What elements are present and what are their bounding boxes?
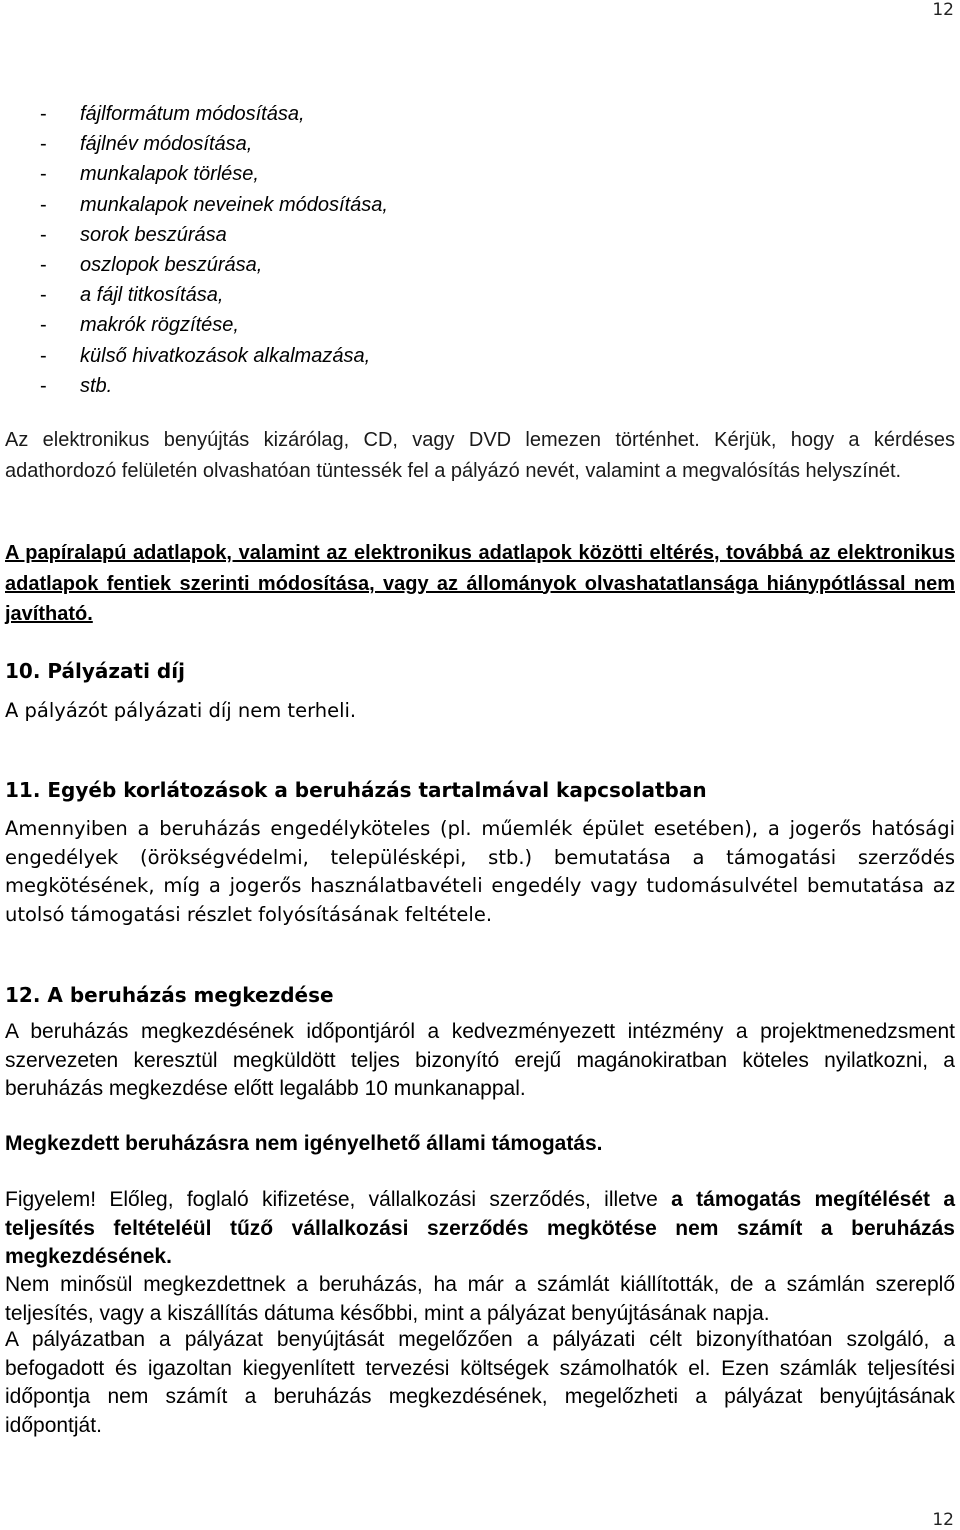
section-10-body: A pályázót pályázati díj nem terheli. <box>5 699 357 722</box>
list-dash: - <box>40 344 47 367</box>
section-12-title: 12. A beruházás megkezdése <box>5 983 334 1007</box>
list-item <box>40 250 640 280</box>
list-item-text: stb. <box>80 374 113 397</box>
list-item-text: külső hivatkozások alkalmazása, <box>80 344 371 367</box>
list-item-text: makrók rögzítése, <box>80 314 239 337</box>
list-item-text: a fájl titkosítása, <box>80 284 224 307</box>
not-started-paragraph: Nem minősül megkezdettnek a beruházás, ha már a számlát kiállították, de a számlán szereplő teljesítés, vagy a kiszállítás dátuma későbbi, mint a pályázat benyújtásának napja. <box>5 1273 955 1325</box>
list-dash: - <box>40 284 47 307</box>
list-item-text: munkalapok törlése, <box>80 163 259 186</box>
planning-costs-paragraph: A pályázatban a pályázat benyújtását megelőzően a pályázati célt bizonyíthatóan szolgáló, a befogadott és igazoltan kiegyenlített tervezési költségek számolhatók el. Ezen számlák teljesítési időpontja nem számít a beruházás megkezdésének, megelőzheti a pályázat benyújtásának időpontját. <box>5 1328 955 1437</box>
list-item-text: fájlformátum módosítása, <box>80 103 305 125</box>
list-item <box>40 280 640 310</box>
list-item <box>40 99 640 129</box>
list-dash: - <box>40 223 47 246</box>
page-number-bottom: 12 <box>932 1510 954 1530</box>
section-12-body: A beruházás megkezdésének időpontjáról a kedvezményezett intézmény a projektmenedzsment szervezeten keresztül megküldött teljes bizonyító erejű magánokiratban köteles nyilatkozni, a beruházás megkezdése előtt legalább 10 munkanappal. <box>5 1020 955 1100</box>
list-dash: - <box>40 163 47 186</box>
list-item <box>40 129 640 159</box>
list-dash: - <box>40 133 47 156</box>
list-item-text: munkalapok neveinek módosítása, <box>80 193 388 216</box>
figyelem-bold-text: a támogatás megítélését a teljesítés feltételéül tűző vállalkozási szerződés megkötése nem számít a beruházás megkezdésének. <box>5 1188 955 1268</box>
section-11-body: Amennyiben a beruházás engedélyköteles (pl. műemlék épület esetében), a jogerős hatósági engedélyek (örökségvédelmi, településképi, stb.) bemutatása a támogatási szerződés megkötésének, míg a jogerős használatbavételi engedély vagy tudomásulvétel bemutatása az utolsó támogatási részlet folyósításának feltétele. <box>5 817 955 926</box>
list-item <box>40 220 640 250</box>
figyelem-paragraph <box>5 1186 955 1272</box>
section-11-title: 11. Egyéb korlátozások a beruházás tartalmával kapcsolatban <box>5 778 707 802</box>
list-item <box>40 190 640 220</box>
list-item-text: sorok beszúrása <box>80 223 227 246</box>
list-dash: - <box>40 103 47 125</box>
list-item <box>40 310 640 340</box>
electronic-submission-paragraph: Az elektronikus benyújtás kizárólag, CD, vagy DVD lemezen történhet. Kérjük, hogy a kérdéses adathordozó felületén olvashatóan tüntessék fel a pályázó nevét, valamint a megvalósítás helyszínét. <box>5 429 955 482</box>
list-item <box>40 341 640 371</box>
list-item-text: fájlnév módosítása, <box>80 133 253 156</box>
list-dash: - <box>40 314 47 337</box>
page-number-top: 12 <box>932 0 954 20</box>
no-state-aid-notice: Megkezdett beruházásra nem igényelhető állami támogatás. <box>5 1132 603 1155</box>
list-item-text: oszlopok beszúrása, <box>80 253 263 276</box>
list-dash: - <box>40 253 47 276</box>
list-dash: - <box>40 374 47 397</box>
modification-list <box>40 99 640 401</box>
warning-paragraph: A papíralapú adatlapok, valamint az elektronikus adatlapok közötti eltérés, továbbá az elektronikus adatlapok fentiek szerinti módosítása, vagy az állományok olvashatatlansága hiánypótlással nem javítható. <box>5 542 955 625</box>
figyelem-text: Figyelem! Előleg, foglaló kifizetése, vállalkozási szerződés, illetve <box>5 1188 672 1211</box>
list-item <box>40 371 640 401</box>
list-dash: - <box>40 193 47 216</box>
list-item <box>40 159 640 189</box>
section-10-title: 10. Pályázati díj <box>5 659 185 683</box>
